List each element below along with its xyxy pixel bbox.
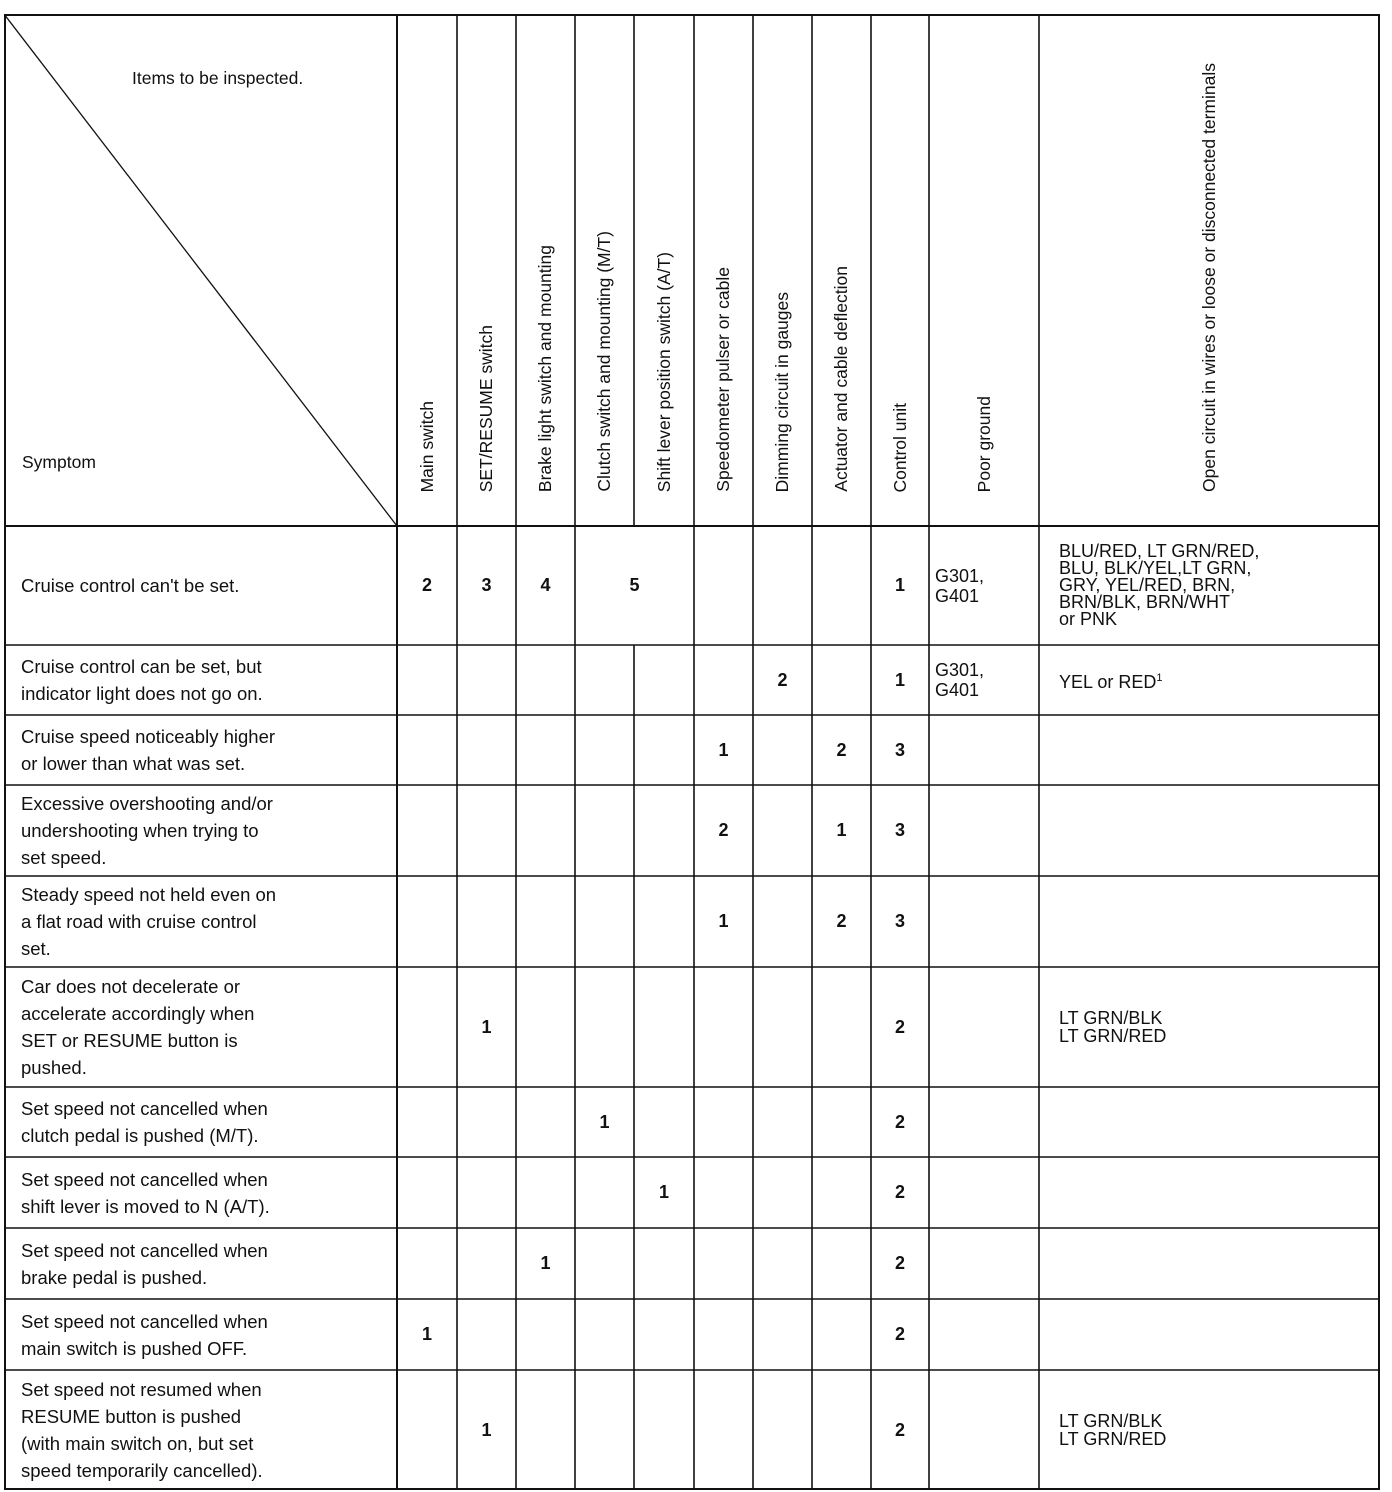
ground-cell bbox=[935, 785, 1037, 876]
value-cell bbox=[634, 1299, 694, 1370]
value-cell: 1 bbox=[599, 1111, 610, 1132]
value-cell: 2 bbox=[777, 669, 788, 690]
value-cell bbox=[812, 526, 871, 645]
value-cell: 1 bbox=[894, 575, 905, 595]
value-cell: 2 bbox=[894, 1419, 905, 1440]
column-header-label: Brake light switch and mounting bbox=[535, 244, 555, 492]
value-cell bbox=[397, 1370, 457, 1490]
wires-cell bbox=[1059, 1299, 1376, 1370]
value-cell: 4 bbox=[540, 575, 551, 595]
column-header-label: Dimming circuit in gauges bbox=[772, 291, 792, 492]
value-cell bbox=[516, 1157, 575, 1228]
value-cell bbox=[694, 1228, 753, 1299]
value-cell bbox=[634, 715, 694, 785]
value-cell bbox=[457, 876, 516, 967]
ground-cell: G301, G401 bbox=[935, 660, 985, 700]
value-cell: 3 bbox=[894, 911, 905, 931]
column-header-label: Poor ground bbox=[973, 395, 994, 492]
symptom-cell: Set speed not resumed when RESUME button is pushed (with main switch on, but set speed temporarily cancelled). bbox=[21, 1379, 263, 1481]
value-cell bbox=[575, 785, 634, 876]
value-cell bbox=[397, 967, 457, 1087]
wires-text: BLU/RED, LT GRN/RED, BLU, BLK/YEL,LT GRN, GRY, YEL/RED, BRN, BRN/BLK, BRN/WHT or PNK bbox=[1059, 541, 1260, 629]
value-cell bbox=[634, 1370, 694, 1490]
wires-text: LT GRN/BLK LT GRN/RED bbox=[1059, 1411, 1167, 1449]
column-header-label: Shift lever position switch (A/T) bbox=[653, 251, 674, 492]
value-cell bbox=[753, 1157, 812, 1228]
value-cell bbox=[753, 1228, 812, 1299]
symptom-cell: Steady speed not held even on a flat road with cruise control set. bbox=[21, 884, 277, 959]
wires-cell bbox=[1059, 876, 1376, 967]
value-cell: 5 bbox=[629, 575, 640, 595]
value-cell bbox=[575, 645, 634, 715]
ground-cell bbox=[935, 876, 1037, 967]
value-cell: 1 bbox=[421, 1324, 432, 1344]
wires-cell bbox=[1059, 1087, 1376, 1157]
value-cell bbox=[694, 645, 753, 715]
value-cell bbox=[634, 1228, 694, 1299]
value-cell bbox=[516, 645, 575, 715]
column-header bbox=[694, 14, 753, 492]
value-cell bbox=[457, 1299, 516, 1370]
value-cell: 2 bbox=[894, 1253, 905, 1273]
symptom-cell: Set speed not cancelled when clutch pedal is pushed (M/T). bbox=[21, 1098, 268, 1146]
value-cell bbox=[812, 1087, 871, 1157]
inspection-table bbox=[4, 14, 1380, 1490]
column-header-label: SET/RESUME switch bbox=[476, 324, 496, 492]
corner-top-label: Items to be inspected. bbox=[132, 68, 304, 88]
symptom-cell: Cruise control can't be set. bbox=[21, 575, 240, 596]
value-cell: 1 bbox=[718, 911, 729, 931]
value-cell bbox=[812, 1370, 871, 1490]
value-cell bbox=[634, 967, 694, 1087]
value-cell: 1 bbox=[658, 1182, 669, 1202]
value-cell: 2 bbox=[894, 1324, 905, 1344]
wires-cell bbox=[1059, 1157, 1376, 1228]
value-cell bbox=[694, 526, 753, 645]
value-cell bbox=[753, 715, 812, 785]
wires-text: YEL or RED$^1$ bbox=[1059, 672, 1163, 692]
column-header bbox=[397, 14, 457, 492]
value-cell bbox=[812, 1157, 871, 1228]
value-cell: 2 bbox=[718, 820, 729, 840]
value-cell bbox=[812, 1299, 871, 1370]
value-cell bbox=[457, 1087, 516, 1157]
column-header-label: Clutch switch and mounting (M/T) bbox=[594, 231, 614, 492]
wires-text: LT GRN/BLK LT GRN/RED bbox=[1059, 1008, 1167, 1046]
value-cell: 1 bbox=[836, 820, 847, 840]
value-cell bbox=[753, 526, 812, 645]
value-cell bbox=[457, 1157, 516, 1228]
column-header bbox=[457, 14, 516, 492]
value-cell: 3 bbox=[894, 820, 905, 840]
ground-cell bbox=[935, 715, 1037, 785]
value-cell bbox=[516, 715, 575, 785]
value-cell: 1 bbox=[718, 739, 729, 760]
value-cell bbox=[397, 1228, 457, 1299]
value-cell bbox=[753, 1370, 812, 1490]
value-cell bbox=[516, 1087, 575, 1157]
wires-cell bbox=[1059, 1370, 1376, 1490]
value-cell: 1 bbox=[540, 1253, 551, 1273]
value-cell bbox=[634, 645, 694, 715]
column-header bbox=[929, 14, 1039, 492]
wires-cell bbox=[1059, 526, 1376, 645]
value-cell bbox=[694, 1087, 753, 1157]
value-cell bbox=[812, 967, 871, 1087]
value-cell: 3 bbox=[481, 575, 492, 595]
value-cell: 1 bbox=[481, 1419, 492, 1440]
value-cell bbox=[694, 1157, 753, 1228]
value-cell: 2 bbox=[421, 575, 432, 595]
column-header bbox=[634, 14, 694, 492]
value-cell bbox=[753, 1299, 812, 1370]
value-cell bbox=[575, 876, 634, 967]
value-cell bbox=[575, 715, 634, 785]
value-cell bbox=[397, 1087, 457, 1157]
value-cell bbox=[457, 645, 516, 715]
value-cell bbox=[397, 1157, 457, 1228]
ground-cell bbox=[935, 967, 1037, 1087]
value-cell bbox=[516, 876, 575, 967]
symptom-cell: Set speed not cancelled when brake pedal is pushed. bbox=[21, 1239, 268, 1288]
value-cell: 2 bbox=[836, 911, 847, 931]
column-header-label: Open circuit in wires or loose or disconnected terminals bbox=[1199, 63, 1219, 492]
column-header-label: Actuator and cable deflection bbox=[831, 266, 851, 492]
value-cell bbox=[634, 876, 694, 967]
ground-cell bbox=[935, 1299, 1037, 1370]
ground-cell bbox=[935, 1370, 1037, 1490]
symptom-cell: Cruise speed noticeably higher or lower than what was set. bbox=[21, 726, 276, 774]
value-cell bbox=[516, 1299, 575, 1370]
value-cell bbox=[812, 1228, 871, 1299]
wires-cell bbox=[1059, 785, 1376, 876]
value-cell bbox=[575, 1157, 634, 1228]
ground-cell bbox=[935, 1228, 1037, 1299]
footnote-marker: 1 bbox=[1156, 672, 1163, 684]
value-cell bbox=[457, 785, 516, 876]
value-cell bbox=[397, 715, 457, 785]
corner-diagonal bbox=[4, 14, 397, 526]
value-cell bbox=[457, 715, 516, 785]
value-cell bbox=[575, 1228, 634, 1299]
column-header bbox=[753, 14, 812, 492]
value-cell: 1 bbox=[481, 1016, 492, 1037]
value-cell bbox=[575, 967, 634, 1087]
column-header bbox=[812, 14, 871, 492]
symptom-cell: Excessive overshooting and/or undershooting when trying to set speed. bbox=[21, 793, 273, 868]
value-cell bbox=[575, 1370, 634, 1490]
value-cell: 2 bbox=[894, 1111, 905, 1132]
column-header bbox=[575, 14, 634, 492]
value-cell: 2 bbox=[894, 1016, 905, 1037]
value-cell: 3 bbox=[894, 739, 905, 760]
value-cell bbox=[397, 645, 457, 715]
symptom-cell: Set speed not cancelled when main switch is pushed OFF. bbox=[21, 1310, 268, 1359]
value-cell bbox=[694, 1370, 753, 1490]
column-header bbox=[516, 14, 575, 492]
value-cell bbox=[575, 1299, 634, 1370]
column-header-label: Control unit bbox=[889, 402, 910, 492]
value-cell bbox=[694, 967, 753, 1087]
value-cell bbox=[753, 785, 812, 876]
ground-cell bbox=[935, 1087, 1037, 1157]
value-cell: 2 bbox=[836, 739, 847, 760]
value-cell: 1 bbox=[894, 669, 905, 690]
wires-cell bbox=[1059, 645, 1376, 715]
value-cell bbox=[516, 967, 575, 1087]
corner-bottom-label: Symptom bbox=[22, 452, 96, 472]
value-cell bbox=[753, 876, 812, 967]
value-cell bbox=[753, 967, 812, 1087]
value-cell bbox=[694, 1299, 753, 1370]
value-cell bbox=[753, 1087, 812, 1157]
wires-cell bbox=[1059, 967, 1376, 1087]
value-cell bbox=[634, 785, 694, 876]
value-cell bbox=[397, 785, 457, 876]
ground-cell bbox=[935, 1157, 1037, 1228]
wires-cell bbox=[1059, 715, 1376, 785]
value-cell bbox=[397, 876, 457, 967]
value-cell bbox=[457, 1228, 516, 1299]
value-cell bbox=[516, 1370, 575, 1490]
wires-cell bbox=[1059, 1228, 1376, 1299]
column-header-label: Main switch bbox=[416, 400, 437, 492]
symptom-cell: Cruise control can be set, but indicator light does not go on. bbox=[21, 656, 263, 704]
symptom-cell: Car does not decelerate or accelerate accordingly when SET or RESUME button is pushed. bbox=[21, 976, 255, 1078]
ground-cell: G301, G401 bbox=[935, 565, 985, 606]
value-cell bbox=[812, 645, 871, 715]
column-header-label: Speedometer pulser or cable bbox=[713, 267, 733, 492]
symptom-cell: Set speed not cancelled when shift lever is moved to N (A/T). bbox=[21, 1168, 270, 1217]
value-cell: 2 bbox=[894, 1182, 905, 1202]
value-cell bbox=[516, 785, 575, 876]
value-cell bbox=[634, 1087, 694, 1157]
column-header bbox=[871, 14, 929, 492]
column-header bbox=[1039, 14, 1380, 492]
